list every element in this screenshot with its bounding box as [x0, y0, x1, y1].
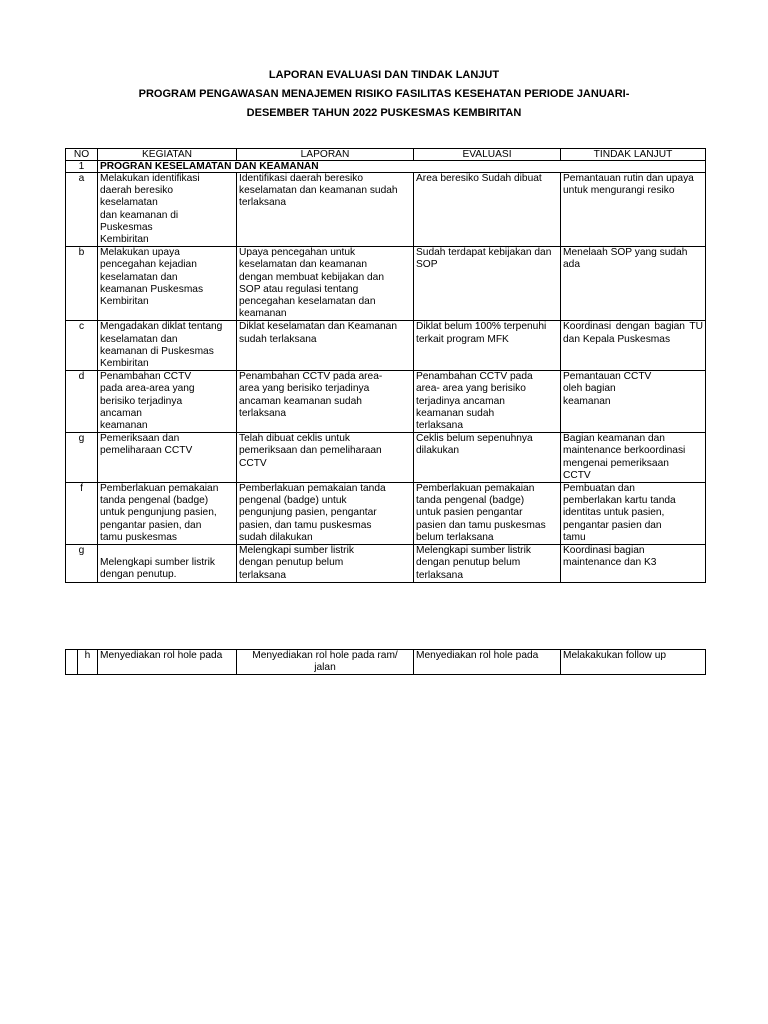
document-subtitle: PROGRAM PENGAWASAN MENAJEMEN RISIKO FASILITAS KESEHATAN PERIODE JANUARI-: [138, 88, 630, 100]
row-letter: g: [66, 433, 98, 483]
row-letter: f: [66, 483, 98, 545]
row-letter: a: [66, 173, 98, 247]
cell-evaluasi: Ceklis belum sepenuhnya dilakukan: [414, 433, 561, 483]
cell-kegiatan: Pemeriksaan dan pemeliharaan CCTV: [98, 433, 237, 483]
table-row: [66, 321, 706, 371]
table-row: [66, 173, 706, 247]
cell-evaluasi: Sudah terdapat kebijakan dan SOP: [414, 247, 561, 321]
cell-laporan: Diklat keselamatan dan Keamanan sudah terlaksana: [237, 321, 414, 371]
table-row: [66, 650, 706, 675]
header-no: NO: [66, 149, 98, 161]
cell-kegiatan: Pemberlakuan pemakaian tanda pengenal (badge) untuk pengunjung pasien, pengantar pasien, dan tamu puskesmas: [98, 483, 237, 545]
header-evaluasi: EVALUASI: [414, 149, 561, 161]
table-row: [66, 545, 706, 583]
cell-kegiatan: Menyediakan rol hole pada: [98, 650, 237, 675]
cell-tindak-lanjut: Koordinasi bagian maintenance dan K3: [561, 545, 706, 583]
document-period: DESEMBER TAHUN 2022 PUSKESMAS KEMBIRITAN: [246, 107, 522, 119]
header-tindak-lanjut: TINDAK LANJUT: [561, 149, 706, 161]
table-row: [66, 247, 706, 321]
section-number: 1: [66, 161, 98, 173]
evaluation-table: [65, 148, 706, 583]
table-header-row: [66, 149, 706, 161]
cell-tindak-lanjut: Koordinasi dengan bagian TU dan Kepala Puskesmas: [561, 321, 706, 371]
cell-kegiatan: Melakukan upaya pencegahan kejadian keselamatan dan keamanan Puskesmas Kembiritan: [98, 247, 237, 321]
cell-tindak-lanjut: Bagian keamanan dan maintenance berkoordinasi mengenai pemeriksaan CCTV: [561, 433, 706, 483]
cell-kegiatan: Melengkapi sumber listrik dengan penutup.: [98, 545, 237, 583]
cell-laporan: Menyediakan rol hole pada ram/ jalan: [237, 650, 414, 675]
table-row: [66, 433, 706, 483]
cell-laporan: Telah dibuat ceklis untuk pemeriksaan dan pemeliharaan CCTV: [237, 433, 414, 483]
row-letter: d: [66, 371, 98, 433]
continuation-table: [65, 649, 706, 675]
cell-kegiatan: Penambahan CCTV pada area-area yang berisiko terjadinya ancaman keamanan: [98, 371, 237, 433]
cell-laporan: Penambahan CCTV pada area- area yang berisiko terjadinya ancaman keamanan sudah terlaksana: [237, 371, 414, 433]
cell-evaluasi: Area beresiko Sudah dibuat: [414, 173, 561, 247]
cell-evaluasi: Pemberlakuan pemakaian tanda pengenal (badge) untuk pasien pengantar pasien dan tamu puskesmas belum terlaksana: [414, 483, 561, 545]
cell-tindak-lanjut: Pemantauan rutin dan upaya untuk mengurangi resiko: [561, 173, 706, 247]
cell-evaluasi: Diklat belum 100% terpenuhi terkait program MFK: [414, 321, 561, 371]
row-letter: g: [66, 545, 98, 583]
section-row: [66, 161, 706, 173]
cell-laporan: Upaya pencegahan untuk keselamatan dan keamanan dengan membuat kebijakan dan SOP atau regulasi tentang pencegahan keselamatan dan keamanan: [237, 247, 414, 321]
cell-evaluasi: Menyediakan rol hole pada: [414, 650, 561, 675]
cell-tindak-lanjut: Pembuatan dan pemberlakan kartu tanda identitas untuk pasien, pengantar pasien dan tamu: [561, 483, 706, 545]
document-title: LAPORAN EVALUASI DAN TINDAK LANJUT: [268, 69, 500, 81]
row-letter: h: [78, 650, 98, 675]
cell-evaluasi: Penambahan CCTV pada area- area yang berisiko terjadinya ancaman keamanan sudah terlaksana: [414, 371, 561, 433]
table-row: [66, 371, 706, 433]
table-row: [66, 483, 706, 545]
cell-kegiatan: Mengadakan diklat tentang keselamatan dan keamanan di Puskesmas Kembiritan: [98, 321, 237, 371]
cell-tindak-lanjut: Menelaah SOP yang sudah ada: [561, 247, 706, 321]
header-laporan: LAPORAN: [237, 149, 414, 161]
row-letter: c: [66, 321, 98, 371]
cell-kegiatan: Melakukan identifikasi daerah beresiko keselamatan dan keamanan di Puskesmas Kembiritan: [98, 173, 237, 247]
cell-tindak-lanjut: Melakakukan follow up: [561, 650, 706, 675]
cell-laporan: Melengkapi sumber listrik dengan penutup belum terlaksana: [237, 545, 414, 583]
cell-laporan: Identifikasi daerah beresiko keselamatan dan keamanan sudah terlaksana: [237, 173, 414, 247]
cell-laporan: Pemberlakuan pemakaian tanda pengenal (badge) untuk pengunjung pasien, pengantar pasien, dan tamu puskesmas sudah dilakukan: [237, 483, 414, 545]
blank-cell: [66, 650, 78, 675]
cell-evaluasi: Melengkapi sumber listrik dengan penutup belum terlaksana: [414, 545, 561, 583]
cell-tindak-lanjut: Pemantauan CCTV oleh bagian keamanan: [561, 371, 706, 433]
header-kegiatan: KEGIATAN: [98, 149, 237, 161]
row-letter: b: [66, 247, 98, 321]
section-title: PROGRAN KESELAMATAN DAN KEAMANAN: [98, 161, 706, 173]
